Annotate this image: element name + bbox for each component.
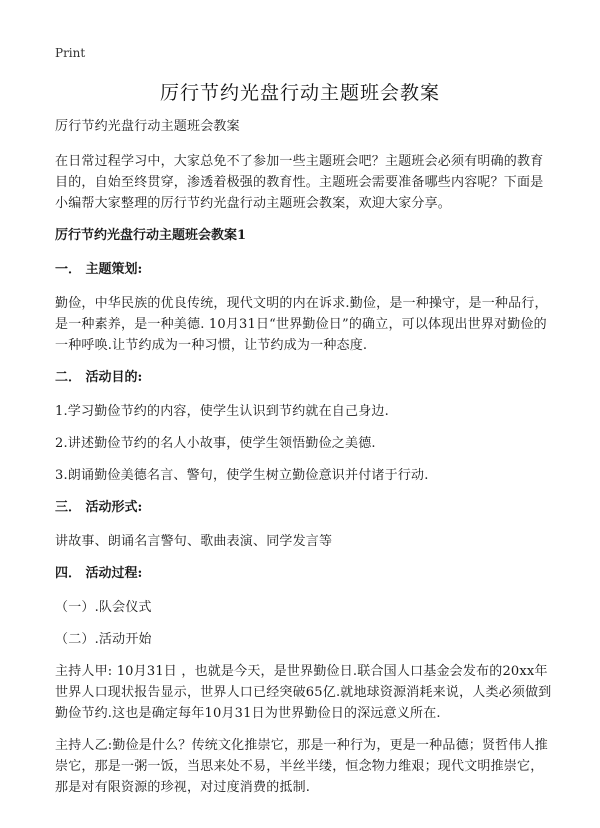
page-title: 厉行节约光盘行动主题班会教案: [159, 82, 440, 104]
heading-theme-plan: 一． 主题策划:: [55, 262, 143, 277]
process-step-1: （一）.队会仪式: [55, 600, 152, 615]
host-b-paragraph: 主持人乙:勤俭是什么？传统文化推崇它，那是一种行为，更是一种品德；贤哲伟人推崇它，那是一粥一饭，当思来处不易，半丝半缕，恒念物力维艰；现代文明推崇它，那是对有限资源的珍视，对过度消费的抵制.: [55, 738, 548, 795]
theme-plan-paragraph: 勤俭，中华民族的优良传统，现代文明的内在诉求.勤俭，是一种操守，是一种品行，是一种素养，是一种美德. 10月31日“世界勤俭日”的确立，可以体现出世界对勤俭的一种呼唤.让节约成为一种习惯，让节约成为一种态度.: [55, 296, 548, 353]
heading-activity-goals: 二． 活动目的:: [55, 370, 143, 385]
section-title: 厉行节约光盘行动主题班会教案1: [55, 228, 247, 243]
goal-item-2: 2.讲述勤俭节约的名人小故事，使学生领悟勤俭之美德.: [55, 436, 376, 451]
activity-forms-paragraph: 讲故事、朗诵名言警句、歌曲表演、同学发言等: [55, 534, 333, 549]
subtitle: 厉行节约光盘行动主题班会教案: [55, 119, 240, 134]
heading-activity-forms: 三． 活动形式:: [55, 500, 143, 515]
process-step-2: （二）.活动开始: [55, 632, 152, 647]
print-link[interactable]: Print: [55, 46, 86, 60]
goal-item-3: 3.朗诵勤俭美德名言、警句，使学生树立勤俭意识并付诸于行动.: [55, 468, 429, 483]
host-a-paragraph: 主持人甲: 10月31日 ，也就是今天，是世界勤俭日.联合国人口基金会发布的20xx年世界人口现状报告显示，世界人口已经突破65亿.就地球资源消耗来说，人类必须做到勤俭节约.这也是确定每年10月31日为世界勤俭日的深远意义所在.: [55, 664, 552, 721]
intro-paragraph: 在日常过程学习中，大家总免不了参加一些主题班会吧？主题班会必须有明确的教育目的，自始至终贯穿，渗透着极强的教育性。主题班会需要准备哪些内容呢？下面是小编帮大家整理的厉行节约光盘行动主题班会教案，欢迎大家分享。: [55, 154, 544, 211]
goal-item-1: 1.学习勤俭节约的内容，使学生认识到节约就在自己身边.: [55, 404, 389, 419]
document-body: [55, 116, 555, 809]
heading-activity-process: 四． 活动过程:: [55, 566, 143, 581]
